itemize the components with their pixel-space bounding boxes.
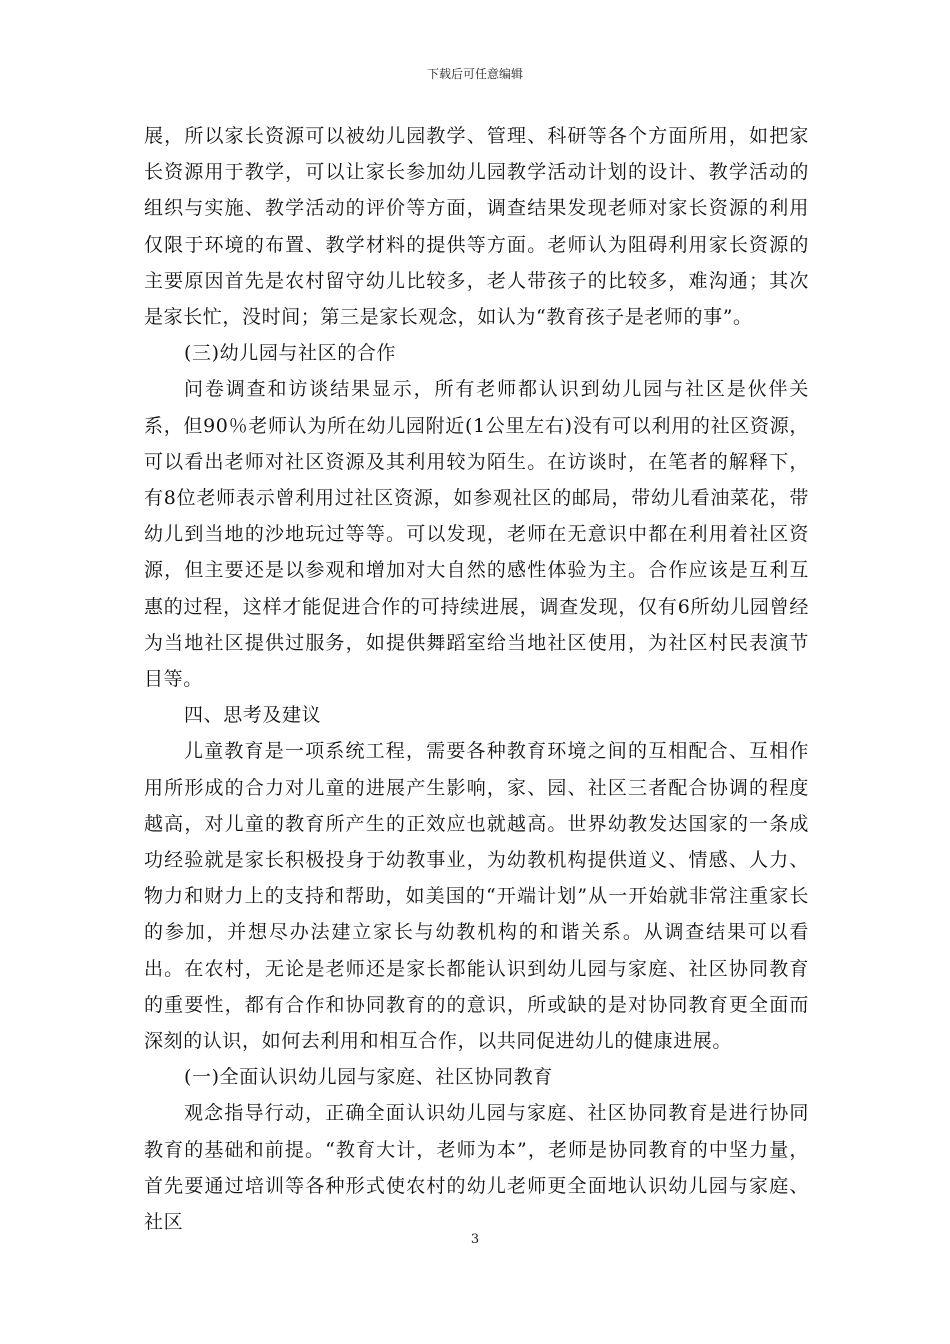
document-body [144, 118, 809, 1240]
paragraph-continued: 展，所以家长资源可以被幼儿园教学、管理、科研等各个方面所用，如把家长资源用于教学，可以让家长参加幼儿园教学活动计划的设计、教学活动的组织与实施、教学活动的评价等方面，调查结果发现老师对家长资源的利用仅限于环境的布置、教学材料的提供等方面。老师认为阻碍利用家长资源的主要原因首先是农村留守幼儿比较多，老人带孩子的比较多，难沟通；其次是家长忙，没时间；第三是家长观念，如认为“教育孩子是老师的事”。 [144, 125, 809, 329]
page-number: 3 [470, 1232, 480, 1247]
section-heading-comprehensive-understanding: (一)全面认识幼儿园与家庭、社区协同教育 [184, 1066, 553, 1089]
section-heading-reflections: 四、思考及建议 [184, 704, 322, 727]
paragraph-community-survey: 问卷调查和访谈结果显示，所有老师都认识到幼儿园与社区是伙伴关系，但90％老师认为所在幼儿园附近(1公里左右)没有可以利用的社区资源，可以看出老师对社区资源及其利用较为陌生。在访谈时，在笔者的解释下，有8位老师表示曾利用过社区资源，如参观社区的邮局，带幼儿看油菜花，带幼儿到当地的沙地玩过等等。可以发现，老师在无意识中都在利用着社区资源，但主要还是以参观和增加对大自然的感性体验为主。合作应该是互利互惠的过程，这样才能促进合作的可持续进展，调查发现，仅有6所幼儿园曾经为当地社区提供过服务，如提供舞蹈室给当地社区使用，为社区村民表演节目等。 [144, 378, 809, 691]
section-heading-kindergarten-community: (三)幼儿园与社区的合作 [184, 342, 397, 365]
paragraph-child-education: 儿童教育是一项系统工程，需要各种教育环境之间的互相配合、互相作用所形成的合力对儿童的进展产生影响，家、园、社区三者配合协调的程度越高，对儿童的教育所产生的正效应也就越高。世界幼教发达国家的一条成功经验就是家长积极投身于幼教事业，为幼教机构提供道义、情感、人力、物力和财力上的支持和帮助，如美国的“开端计划”从一开始就非常注重家长的参加，并想尽办法建立家长与幼教机构的和谐关系。从调查结果可以看出。在农村，无论是老师还是家长都能认识到幼儿园与家庭、社区协同教育的重要性，都有合作和协同教育的的意识，所或缺的是对协同教育更全面而深刻的认识，如何去利用和相互合作，以共同促进幼儿的健康进展。 [144, 740, 809, 1053]
paragraph-concept-guidance: 观念指导行动，正确全面认识幼儿园与家庭、社区协同教育是进行协同教育的基础和前提。“教育大计，老师为本”，老师是协同教育的中坚力量，首先要通过培训等各种形式使农村的幼儿老师更全面地认识幼儿园与家庭、社区 [144, 1102, 809, 1234]
page-header: 下载后可任意编辑 [426, 67, 523, 81]
